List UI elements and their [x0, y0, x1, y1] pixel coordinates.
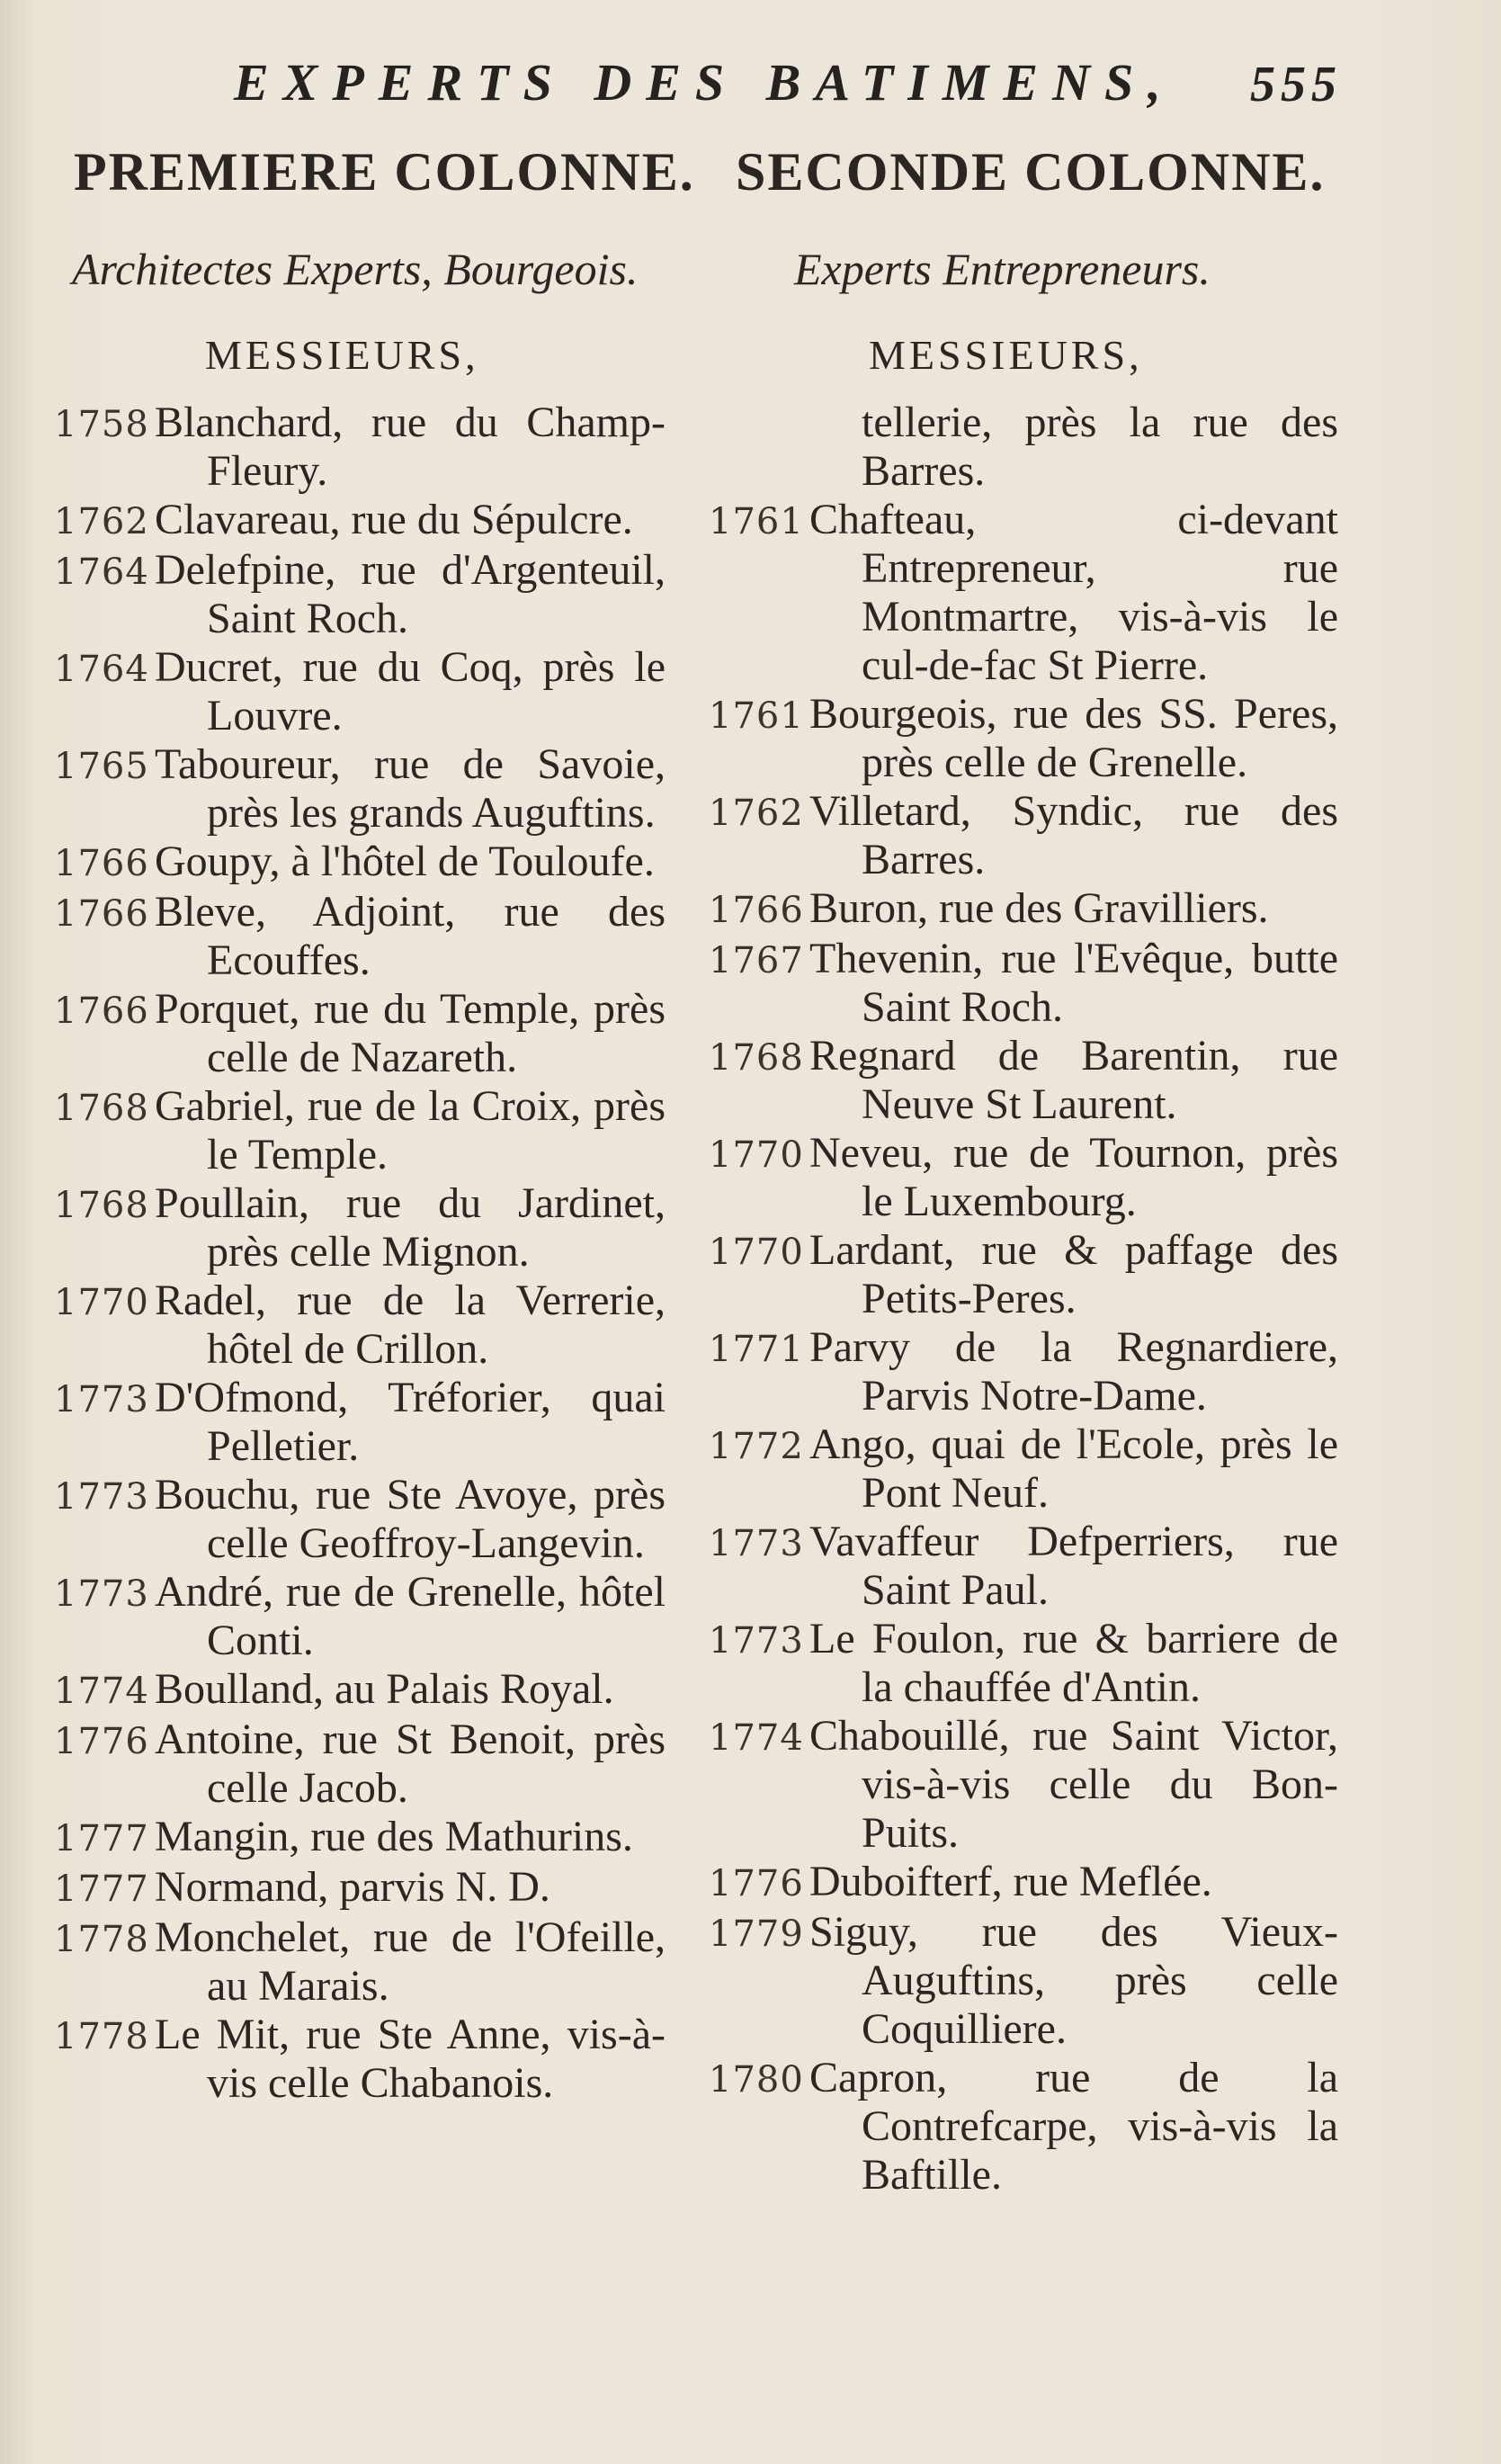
entry-year: 1774 [709, 1717, 804, 1759]
left-column-heading: PREMIERE COLONNE. [74, 142, 695, 202]
entry-text: Chafteau, ci-devant Entrepreneur, rue Montmartre, vis-à-vis le cul-de-fac St Pierre. [809, 496, 1338, 689]
directory-entry [54, 1374, 666, 1471]
directory-entry [709, 1518, 1338, 1615]
entry-year: 1773 [54, 1379, 149, 1420]
entry-year: 1773 [709, 1523, 804, 1564]
entry-text: D'Ofmond, Tréforier, quai Pelletier. [155, 1374, 666, 1470]
entry-year: 1764 [54, 649, 149, 690]
entry-text: Lardant, rue & paffage des Petits-Peres. [809, 1226, 1338, 1322]
left-column-salutation: MESSIEURS, [205, 332, 479, 378]
entry-text: Capron, rue de la Contrefcarpe, vis-à-vis la Baftille. [809, 2054, 1338, 2199]
entry-year: 1773 [54, 1573, 149, 1615]
directory-entry [709, 935, 1338, 1032]
entry-year: 1780 [709, 2059, 804, 2101]
entry-text: Le Mit, rue Ste Anne, vis-à-vis celle Chabanois. [155, 2011, 666, 2107]
entry-year: 1762 [54, 501, 149, 542]
entry-year: 1762 [709, 793, 804, 834]
entry-text: Vavaffeur Defperriers, rue Saint Paul. [809, 1518, 1338, 1614]
entry-year: 1770 [709, 1232, 804, 1273]
directory-entry [54, 1913, 666, 2011]
directory-entry [709, 496, 1338, 690]
entry-year: 1768 [709, 1037, 804, 1079]
directory-entry [54, 1471, 666, 1568]
left-entry-list [54, 399, 666, 2108]
entry-year: 1773 [709, 1620, 804, 1662]
entry-text: Normand, parvis N. D. [155, 1863, 550, 1911]
entry-year: 1768 [54, 1185, 149, 1226]
running-title: EXPERTS DES BATIMENS, [234, 53, 1175, 112]
entry-text: Porquet, rue du Temple, près celle de Nazareth. [155, 985, 666, 1081]
entry-year: 1776 [54, 1721, 149, 1762]
directory-entry [709, 1615, 1338, 1712]
directory-entry [54, 399, 666, 496]
directory-entry [54, 546, 666, 643]
directory-entry [54, 1716, 666, 1813]
entry-text: Goupy, à l'hôtel de Touloufe. [155, 838, 655, 885]
entry-text: Siguy, rue des Vieux-Auguftins, près celle Coquilliere. [809, 1908, 1338, 2053]
left-column-subheading: Architectes Experts, Bourgeois. [72, 244, 639, 294]
directory-entry [709, 1420, 1338, 1518]
entry-text: Le Foulon, rue & barriere de la chauffée d'Antin. [809, 1615, 1338, 1711]
entry-year: 1766 [709, 890, 804, 931]
entry-year: 1778 [54, 1919, 149, 1960]
right-entry-list [709, 496, 1338, 2200]
entry-text: Bourgeois, rue des SS. Peres, près celle de Grenelle. [809, 690, 1338, 786]
directory-entry [709, 1908, 1338, 2054]
right-column-heading: SECONDE COLONNE. [736, 142, 1326, 202]
entry-text: Duboifterf, rue Meflée. [809, 1858, 1212, 1905]
entry-text: André, rue de Grenelle, hôtel Conti. [155, 1568, 666, 1664]
entry-year: 1776 [709, 1863, 804, 1904]
right-column-subheading: Experts Entrepreneurs. [794, 244, 1211, 294]
entry-year: 1771 [709, 1329, 804, 1370]
entry-year: 1768 [54, 1088, 149, 1129]
entry-text: Boulland, au Palais Royal. [155, 1665, 614, 1713]
directory-entry [54, 1179, 666, 1277]
entry-text: Regnard de Barentin, rue Neuve St Laurent. [809, 1032, 1338, 1128]
directory-entry [54, 496, 666, 546]
entry-text: Gabriel, rue de la Croix, près le Temple. [155, 1082, 666, 1178]
directory-entry [54, 888, 666, 985]
directory-entry [54, 1813, 666, 1863]
directory-entry [54, 838, 666, 888]
entry-year: 1766 [54, 990, 149, 1032]
entry-year: 1778 [54, 2016, 149, 2057]
entry-year: 1770 [54, 1282, 149, 1323]
directory-entry [54, 1568, 666, 1665]
entry-text: Bouchu, rue Ste Avoye, près celle Geoffroy-Langevin. [155, 1471, 666, 1567]
directory-entry [709, 1226, 1338, 1323]
entry-text: Antoine, rue St Benoit, près celle Jacob. [155, 1716, 666, 1812]
entry-text: Taboureur, rue de Savoie, près les grands Auguftins. [155, 740, 666, 837]
page-number: 555 [1250, 57, 1342, 112]
directory-entry [54, 1665, 666, 1716]
directory-entry [709, 884, 1338, 935]
entry-text: Neveu, rue de Tournon, près le Luxembourg. [809, 1129, 1338, 1225]
entry-year: 1765 [54, 746, 149, 787]
directory-entry [54, 1082, 666, 1179]
directory-entry [54, 740, 666, 838]
entry-text: Thevenin, rue l'Evêque, butte Saint Roch. [809, 935, 1338, 1031]
directory-entry [54, 2011, 666, 2108]
entry-text: Clavareau, rue du Sépulcre. [155, 496, 633, 543]
entry-year: 1766 [54, 893, 149, 935]
entry-text: Blanchard, rue du Champ-Fleury. [155, 399, 666, 495]
left-column [54, 135, 695, 2108]
entry-text: Ducret, rue du Coq, près le Louvre. [155, 643, 666, 739]
entry-year: 1758 [54, 404, 149, 445]
entry-year: 1772 [709, 1426, 804, 1467]
entry-year: 1767 [709, 940, 804, 981]
entry-year: 1766 [54, 843, 149, 884]
entry-text: Bleve, Adjoint, rue des Ecouffes. [155, 888, 666, 984]
entry-year: 1761 [709, 695, 804, 737]
directory-entry [709, 690, 1338, 787]
entry-text: Radel, rue de la Verrerie, hôtel de Crillon. [155, 1277, 666, 1373]
entry-year: 1774 [54, 1671, 149, 1712]
entry-text: Chabouillé, rue Saint Victor, vis-à-vis celle du Bon-Puits. [809, 1712, 1338, 1857]
entry-text: Delefpine, rue d'Argenteuil, Saint Roch. [155, 546, 666, 642]
entry-year: 1764 [54, 551, 149, 593]
entry-text: Monchelet, rue de l'Ofeille, au Marais. [155, 1913, 666, 2010]
directory-entry [709, 1712, 1338, 1858]
entry-year: 1770 [709, 1134, 804, 1176]
entry-year: 1777 [54, 1868, 149, 1910]
right-column-salutation: MESSIEURS, [869, 332, 1143, 378]
directory-entry [709, 1858, 1338, 1908]
entry-text: Villetard, Syndic, rue des Barres. [809, 787, 1338, 883]
entry-year: 1761 [709, 501, 804, 542]
directory-entry [54, 1277, 666, 1374]
entry-year: 1777 [54, 1818, 149, 1859]
right-column [709, 135, 1338, 2200]
entry-text: Parvy de la Regnardiere, Parvis Notre-Dame. [809, 1323, 1338, 1420]
entry-text: Poullain, rue du Jardinet, près celle Mignon. [155, 1179, 666, 1276]
directory-entry [709, 2054, 1338, 2200]
directory-entry [709, 1129, 1338, 1226]
right-column-continuation: tellerie, près la rue des Barres. [862, 399, 1338, 495]
directory-entry [54, 1863, 666, 1913]
entry-text: Buron, rue des Gravilliers. [809, 884, 1269, 932]
entry-text: Ango, quai de l'Ecole, près le Pont Neuf. [809, 1420, 1338, 1517]
entry-year: 1779 [709, 1913, 804, 1955]
entry-year: 1773 [54, 1476, 149, 1518]
entry-text: Mangin, rue des Mathurins. [155, 1813, 633, 1860]
directory-entry [709, 787, 1338, 884]
directory-entry [709, 1032, 1338, 1129]
directory-entry [54, 985, 666, 1082]
directory-entry [54, 643, 666, 740]
directory-entry [709, 1323, 1338, 1420]
